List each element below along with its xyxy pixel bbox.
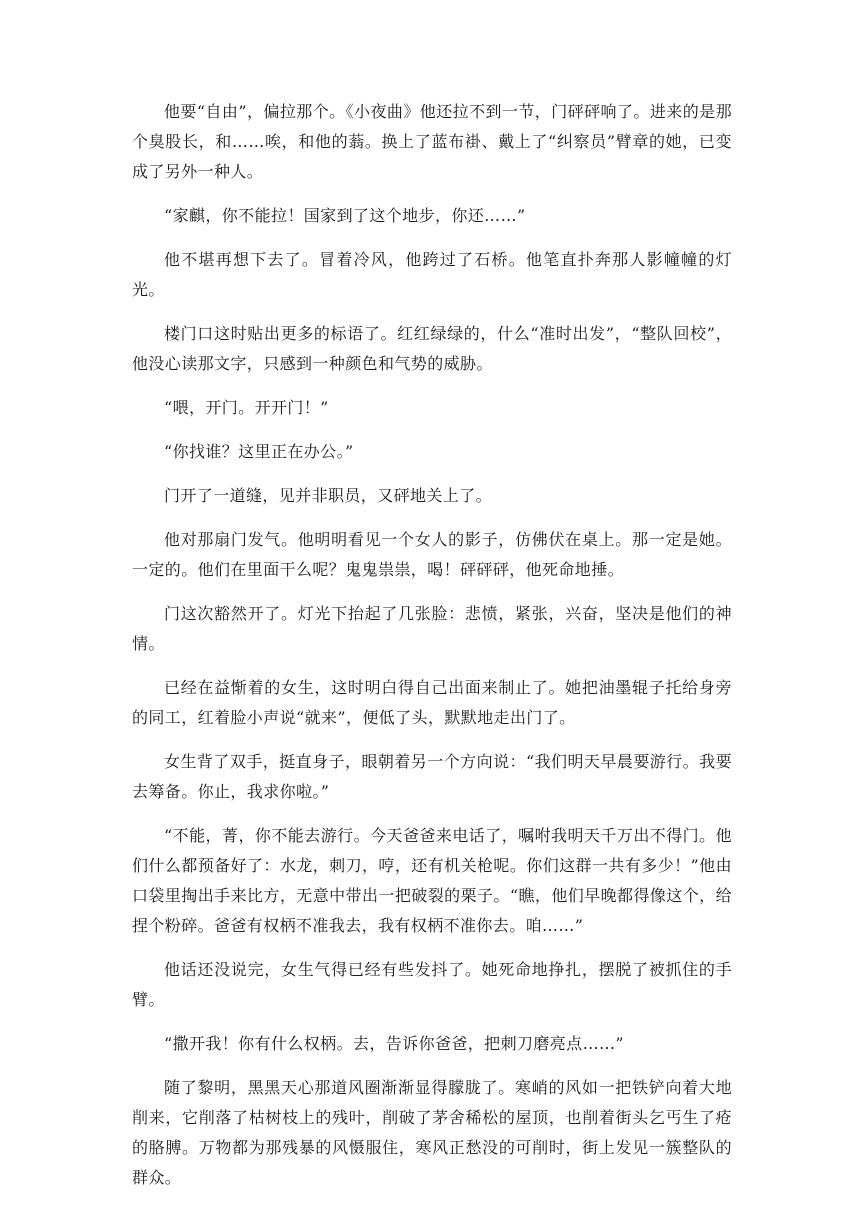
paragraph-1: 他要“自由”，偏拉那个。《小夜曲》他还拉不到一节，门砰砰响了。进来的是那个臭股长，和……唉，和他的蓊。换上了蓝布褂、戴上了“纠察员”臂章的她，已变成了另外一种人。 <box>132 102 732 181</box>
paragraph-14: “撒开我！你有什么权柄。去，告诉你爸爸，把刺刀磨亮点……” <box>164 1034 624 1053</box>
paragraph-13: 他话还没说完，女生气得已经有些发抖了。她死命地挣扎，摆脱了被抓住的手臂。 <box>132 960 732 1009</box>
paragraph-9: 门这次豁然开了。灯光下抬起了几张脸：悲愤，紧张，兴奋，坚决是他们的神情。 <box>132 604 732 653</box>
story-text <box>132 97 732 1207</box>
paragraph-7: 门开了一道缝，见并非职员，又砰地关上了。 <box>164 486 493 505</box>
paragraph-5: “喂，开门。开开门！” <box>164 398 329 417</box>
paragraph-4: 楼门口这时贴出更多的标语了。红红绿绿的，什么“准时出发”，“整队回校”，他没心读那文字，只感到一种颜色和气势的威胁。 <box>132 324 732 373</box>
paragraph-11: 女生背了双手，挺直身子，眼朝着另一个方向说：“我们明天早晨要游行。我要去筹备。你止，我求你啦。” <box>132 752 732 801</box>
paragraph-15: 随了黎明，黑黑天心那道风圈渐渐显得朦胧了。寒峭的风如一把铁铲向着大地削来，它削落了枯树枝上的残叶，削破了茅舍稀松的屋顶，也削着街头乞丐生了疮的胳膊。万物都为那残暴的风慑服住，寒风正愁没的可削时，街上发见一簇整队的群众。 <box>132 1078 732 1187</box>
paragraph-2: “家麒，你不能拉！国家到了这个地步，你还……” <box>164 206 526 225</box>
paragraph-3: 他不堪再想下去了。冒着冷风，他跨过了石桥。他笔直扑奔那人影幢幢的灯光。 <box>132 250 732 299</box>
paragraph-8: 他对那扇门发气。他明明看见一个女人的影子，仿佛伏在桌上。那一定是她。一定的。他们在里面干么呢？鬼鬼祟祟，喝！砰砰砰，他死命地捶。 <box>132 530 732 579</box>
paragraph-10: 已经在益惭着的女生，这时明白得自己出面来制止了。她把油墨辊子托给身旁的同工，红着脸小声说“就来”，便低了头，默默地走出门了。 <box>132 678 732 727</box>
paragraph-12: “不能，菁，你不能去游行。今天爸爸来电话了，嘱咐我明天千万出不得门。他们什么都预备好了：水龙，刺刀，哼，还有机关枪呢。你们这群一共有多少！”他由口袋里掏出手来比方，无意中带出一把破裂的栗子。“瞧，他们早晚都得像这个，给捏个粉碎。爸爸有权柄不准我去，我有权柄不准你去。咱……” <box>132 826 732 935</box>
paragraph-6: “你找谁？这里正在办公。” <box>164 442 354 461</box>
